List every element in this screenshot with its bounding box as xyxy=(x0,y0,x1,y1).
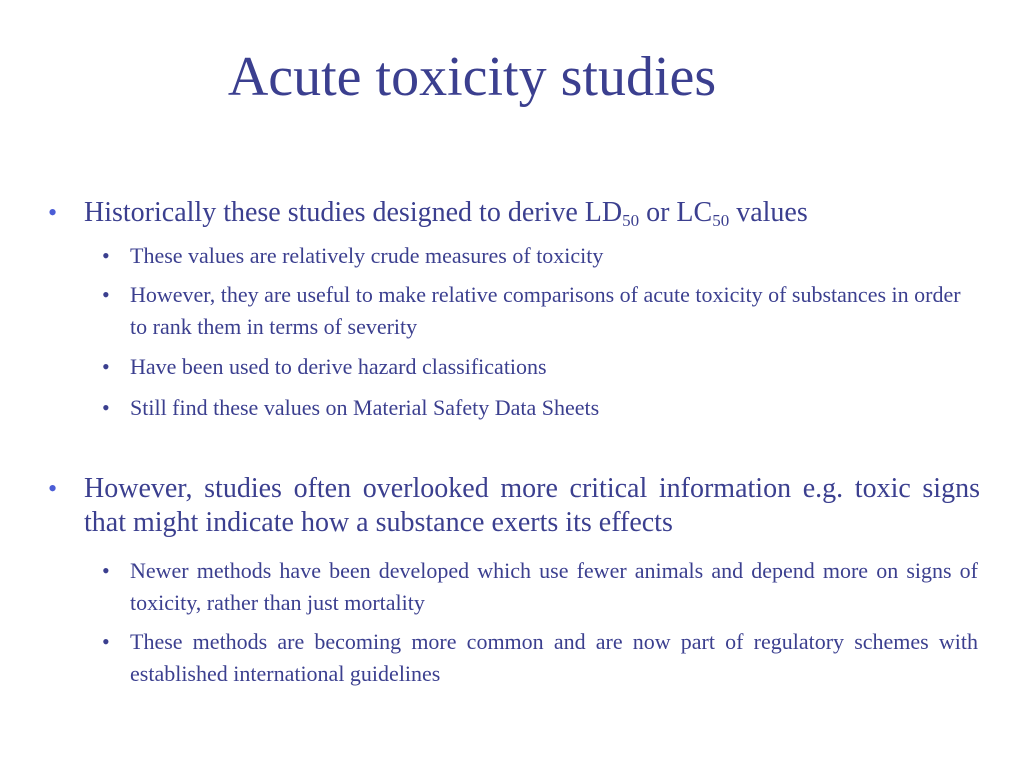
bullet-dot: • xyxy=(48,198,58,227)
bullet-dot: • xyxy=(102,629,110,654)
bullet-dot: • xyxy=(102,354,110,379)
bullet-text-b: or LC xyxy=(639,197,713,228)
bullet-dot: • xyxy=(48,474,58,503)
bullet-text-a: Historically these studies designed to derive LD xyxy=(84,197,623,228)
slide-title: Acute toxicity studies xyxy=(227,46,717,108)
sub-bullet-text: Newer methods have been developed which use fewer animals and depend more on signs of toxicity, rather than just mortality xyxy=(130,558,978,615)
bullet-dot: • xyxy=(102,395,110,420)
bullet-historical xyxy=(48,196,980,230)
sub-bullet-text: Still find these values on Material Safety Data Sheets xyxy=(130,395,600,420)
sub-bullet-text: However, they are useful to make relative comparisons of acute toxicity of substances in order to rank them in terms of severity xyxy=(130,282,961,339)
sub-bullet-newer-methods xyxy=(102,555,978,619)
bullet-overlooked-information xyxy=(48,472,980,540)
bullet-dot: • xyxy=(102,243,110,268)
sub-bullet-hazard-classifications xyxy=(102,351,978,383)
bullet-text-c: values xyxy=(729,197,808,228)
sub-bullet-regulatory-schemes xyxy=(102,626,978,690)
sub-bullet-relative-comparisons xyxy=(102,279,978,343)
bullet-dot: • xyxy=(102,558,110,583)
sub-bullet-text: Have been used to derive hazard classifications xyxy=(130,354,547,379)
sub-bullet-text: These methods are becoming more common and are now part of regulatory schemes with established international guidelines xyxy=(130,629,978,686)
bullet-text: However, studies often overlooked more critical information e.g. toxic signs that might indicate how a substance exerts its effects xyxy=(84,473,980,538)
sub-bullet-text: These values are relatively crude measures of toxicity xyxy=(130,243,604,268)
sub-bullet-msds xyxy=(102,392,978,424)
bullet-dot: • xyxy=(102,282,110,307)
sub-bullet-crude-measures xyxy=(102,240,978,272)
ld50-subscript: 50 xyxy=(622,211,640,230)
lc50-subscript: 50 xyxy=(712,211,730,230)
